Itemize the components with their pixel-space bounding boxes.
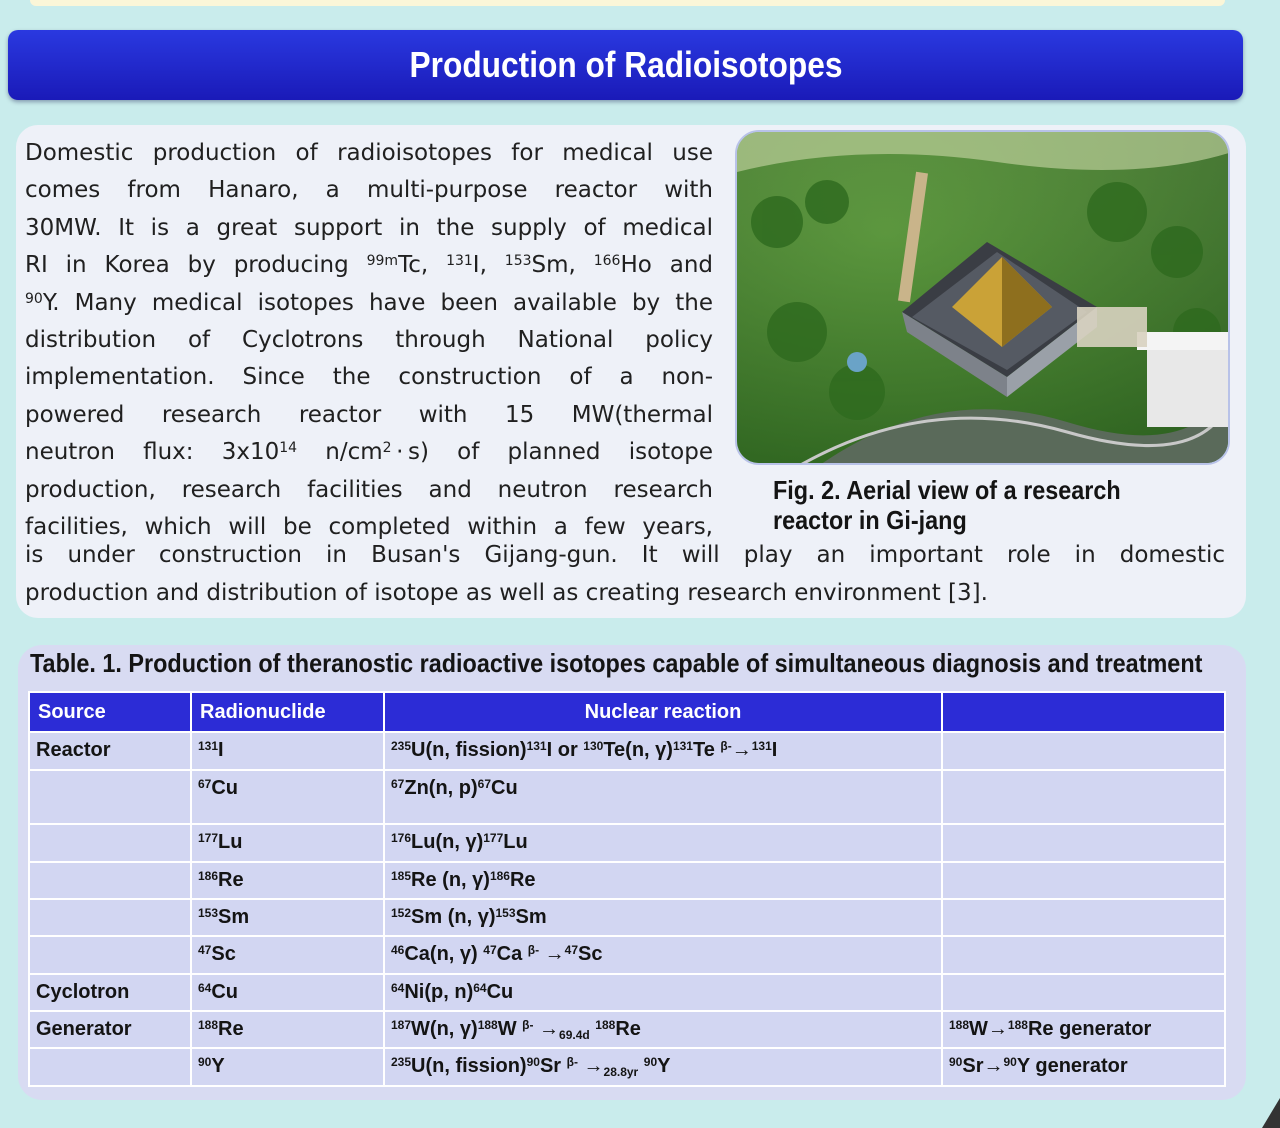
table-header-row — [29, 692, 1225, 732]
note-cell: $^{90}$Sr→$^{90}$Y generator — [942, 1048, 1225, 1086]
reaction-cell: $^{64}$Ni(p, n)$^{64}$Cu — [384, 974, 942, 1011]
radionuclide-cell-sup: 67 — [198, 777, 212, 791]
reaction-cell: $^{185}$Re (n, γ)$^{186}$Re — [384, 862, 942, 899]
paragraph-line: distribution of Cyclotrons through National policy — [25, 327, 713, 354]
paragraph-line: 30MW. It is a great support in the supply of medical — [25, 214, 713, 241]
note-cell: $^{188}$W→$^{188}$Re generator — [942, 1011, 1225, 1048]
reaction-cell-sub: 28.8yr — [603, 1065, 639, 1079]
reaction-cell-sup: 47 — [564, 943, 578, 957]
reaction-cell-sub: 69.4d — [559, 1028, 590, 1042]
radionuclide-cell: $^{47}$Sc — [191, 936, 384, 974]
paragraph-line: Domestic production of radioisotopes for medical use — [25, 140, 713, 166]
paragraph-sup: 14 — [279, 440, 298, 457]
header-note — [942, 692, 1225, 732]
radionuclide-cell: $^{64}$Cu — [191, 974, 384, 1011]
isotope-table — [28, 691, 1226, 1087]
reaction-cell-sup: β- — [720, 739, 732, 753]
radionuclide-cell: $^{188}$Re — [191, 1011, 384, 1048]
reaction-cell: $^{187}$W(n, γ)$^{188}$W $^{\beta-} \to_{69.4d}$ $^{188}$Re — [384, 1011, 942, 1048]
aerial-reactor-photo — [735, 130, 1230, 465]
reaction-cell-sup: 187 — [391, 1018, 412, 1032]
reaction-cell-sup: 152 — [391, 906, 412, 920]
paragraph-tail — [25, 536, 1225, 612]
table-row — [29, 770, 1225, 824]
note-cell — [942, 770, 1225, 824]
page-corner — [1262, 1098, 1280, 1128]
radionuclide-cell: $^{67}$Cu — [191, 770, 384, 824]
table-row — [29, 974, 1225, 1011]
paragraph-sup: 166 — [593, 253, 621, 270]
reaction-cell-sup: 67 — [477, 777, 492, 791]
note-cell — [942, 936, 1225, 974]
reaction-cell-sup: 185 — [391, 869, 412, 883]
note-cell — [942, 862, 1225, 899]
paragraph-line: facilities, which will be completed within a few years, — [25, 514, 713, 541]
note-cell-sup: 90 — [949, 1055, 963, 1069]
table-row — [29, 936, 1225, 974]
paragraph-line: powered research reactor with 15 MW(thermal — [25, 401, 713, 428]
radionuclide-cell: $^{177}$Lu — [191, 824, 384, 862]
paragraph-sup: 131 — [446, 253, 473, 270]
source-cell — [29, 899, 191, 936]
source-cell — [29, 936, 191, 974]
paragraph-sup: 2 — [382, 440, 392, 457]
paragraph-line: neutron flux: $3x10^{14}$ $n/cm^2 \cdot s$) of planned isotope — [25, 439, 713, 466]
header-nuclear-reaction: Nuclear reaction — [384, 692, 942, 732]
page-title: Production of Radioisotopes — [409, 44, 842, 85]
reaction-cell: $^{176}$Lu(n, γ)$^{177}$Lu — [384, 824, 942, 862]
paragraph-sup: 153 — [504, 253, 532, 270]
figure-caption: Fig. 2. Aerial view of a research reactor in Gi-jang — [773, 475, 1121, 535]
source-cell — [29, 1048, 191, 1086]
reaction-cell-sup: 64 — [473, 981, 487, 995]
paragraph-sup: 90 — [25, 290, 43, 307]
note-cell — [942, 899, 1225, 936]
reaction-cell-sup: β- — [566, 1055, 578, 1069]
radionuclide-cell: $^{90}$Y — [191, 1048, 384, 1086]
reaction-cell-sup: β- — [527, 943, 540, 957]
radionuclide-cell: $^{186}$Re — [191, 862, 384, 899]
radionuclide-cell-sup: 153 — [198, 906, 219, 920]
reaction-cell-sup: 67 — [391, 777, 405, 791]
reaction-cell-sup: 46 — [391, 943, 405, 957]
reaction-cell-sup: 235 — [391, 739, 412, 753]
table-title: Table. 1. Production of theranostic radioactive isotopes capable of simultaneous diagnosis and treatment — [30, 648, 1203, 678]
note-cell-sup: 90 — [1003, 1055, 1017, 1069]
reaction-cell-sup: 131 — [672, 739, 693, 753]
radionuclide-cell: $^{153}$Sm — [191, 899, 384, 936]
title-bar — [8, 30, 1243, 100]
header-radionuclide: Radionuclide — [191, 692, 384, 732]
note-cell-sup: 188 — [949, 1018, 970, 1032]
table-row — [29, 862, 1225, 899]
reaction-cell-sup: 90 — [526, 1055, 540, 1069]
paragraph-sup: 99m — [366, 253, 399, 270]
table-row — [29, 732, 1225, 770]
note-cell-sup: 188 — [1007, 1018, 1028, 1032]
paragraph-line: comes from Hanaro, a multi-purpose reactor with — [25, 177, 713, 204]
top-strip — [30, 0, 1225, 6]
aerial-reactor-illustration — [737, 132, 1230, 465]
radionuclide-cell-sup: 47 — [198, 943, 212, 957]
paragraph-line: implementation. Since the construction of a non- — [25, 364, 713, 391]
reaction-cell-sup: 235 — [391, 1055, 412, 1069]
radionuclide-cell-sup: 186 — [198, 869, 219, 883]
table-row — [29, 824, 1225, 862]
reaction-cell-sup: 90 — [643, 1055, 658, 1069]
reaction-cell-sup: 188 — [595, 1018, 616, 1032]
radionuclide-cell-sup: 131 — [198, 739, 219, 753]
radionuclide-cell-sup: 64 — [198, 981, 212, 995]
reaction-cell: $^{152}$Sm (n, γ)$^{153}$Sm — [384, 899, 942, 936]
note-cell — [942, 732, 1225, 770]
source-cell: Reactor — [29, 732, 191, 770]
paragraph-line: $^{90}$Y. Many medical isotopes have been available by the — [25, 289, 713, 316]
source-cell — [29, 770, 191, 824]
reaction-cell-sup: 186 — [489, 869, 510, 883]
intro-paragraph — [25, 135, 713, 546]
radionuclide-cell-sup: 90 — [198, 1055, 212, 1069]
radionuclide-cell-sup: 177 — [198, 831, 219, 845]
reaction-cell-sup: 47 — [483, 943, 497, 957]
reaction-cell-sup: 131 — [526, 739, 547, 753]
radionuclide-cell: $^{131}$I — [191, 732, 384, 770]
note-cell — [942, 824, 1225, 862]
reaction-cell-sup: 131 — [751, 739, 772, 753]
reaction-cell-sup: 64 — [391, 981, 405, 995]
source-cell: Cyclotron — [29, 974, 191, 1011]
reaction-cell: $^{46}$Ca(n, γ) $^{47}$Ca $^{\beta-}$ →$^{47}$Sc — [384, 936, 942, 974]
table-row — [29, 1011, 1225, 1048]
paragraph-line: RI in Korea by producing $^{99m}$Tc, $^{131}$I, $^{153}$Sm, $^{166}$Ho and — [25, 252, 713, 279]
reaction-cell-sup: 130 — [583, 739, 604, 753]
table-row — [29, 899, 1225, 936]
paragraph-tail-line-2: production and distribution of isotope as well as creating research environment [3]. — [25, 580, 988, 606]
reaction-cell-sup: 177 — [483, 831, 504, 845]
table-row — [29, 1048, 1225, 1086]
paragraph-line: production, research facilities and neutron research — [25, 476, 713, 503]
source-cell: Generator — [29, 1011, 191, 1048]
reaction-cell: $^{235}$U(n, fission)$^{131}$I or $^{130}$Te(n, γ)$^{131}$Te $^{\beta-}$→$^{131}$I — [384, 732, 942, 770]
header-source: Source — [29, 692, 191, 732]
reaction-cell-sup: 176 — [391, 831, 412, 845]
reaction-cell-sup: β- — [522, 1018, 534, 1032]
source-cell — [29, 824, 191, 862]
paragraph-tail-line-1: is under construction in Busan's Gijang-gun. It will play an important role in domestic — [25, 542, 1225, 568]
note-cell — [942, 974, 1225, 1011]
reaction-cell-sup: 188 — [477, 1018, 498, 1032]
radionuclide-cell-sup: 188 — [198, 1018, 219, 1032]
reaction-cell: $^{67}$Zn(n, p)$^{67}$Cu — [384, 770, 942, 824]
reaction-cell-sup: 153 — [495, 906, 516, 920]
reaction-cell: $^{235}$U(n, fission)$^{90}$Sr $^{\beta-} \to_{28.8yr}$ $^{90}$Y — [384, 1048, 942, 1086]
source-cell — [29, 862, 191, 899]
